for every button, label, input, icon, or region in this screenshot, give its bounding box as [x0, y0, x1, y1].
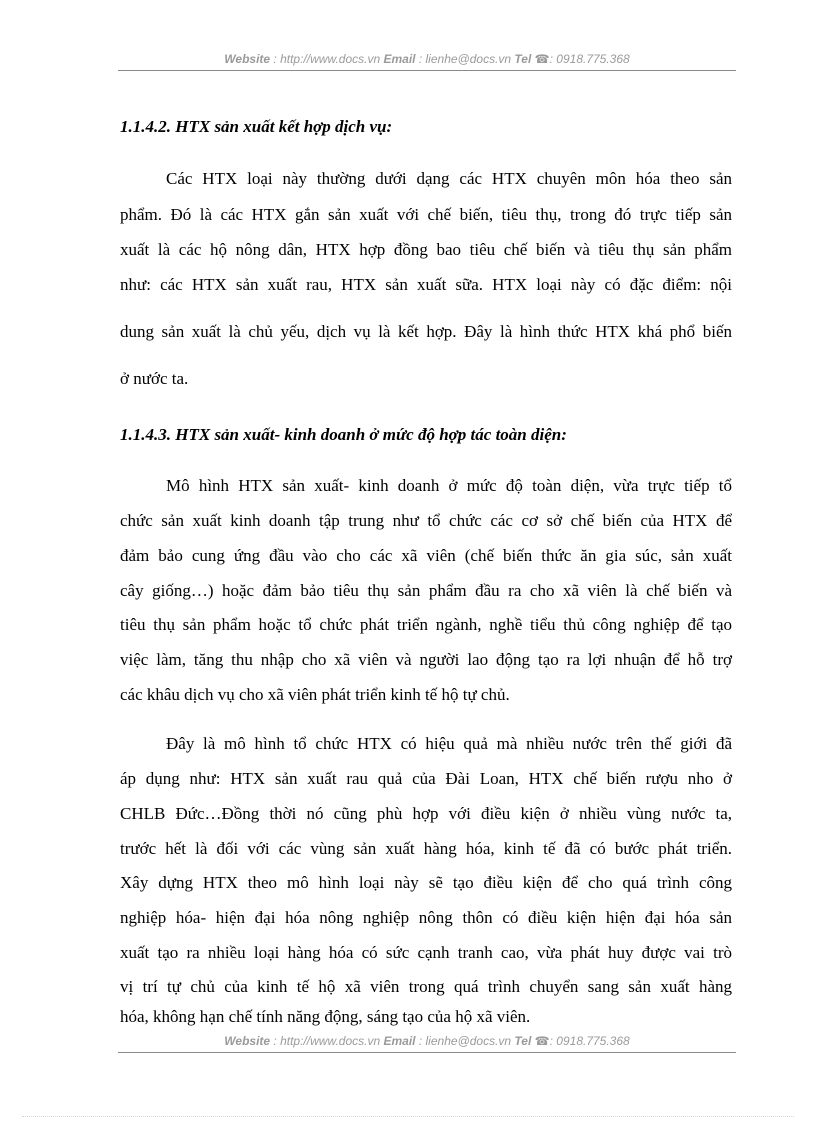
header-tel-value: : 0918.775.368 — [549, 52, 630, 66]
paragraph-line: hóa, không hạn chế tính năng động, sáng tạo của hộ xã viên. — [120, 1007, 531, 1026]
paragraph-line: tiêu thụ sản phẩm hoặc tổ chức phát triển ngành, nghề tiểu thủ công nghiệp để tạo — [120, 615, 732, 634]
phone-icon: ☎ — [534, 1034, 550, 1048]
paragraph-line: áp dụng như: HTX sản xuất rau quả của Đài Loan, HTX chế biến rượu nho ở — [120, 769, 732, 788]
section-heading-1-1-4-2: 1.1.4.2. HTX sản xuất kết hợp dịch vụ: — [120, 117, 393, 136]
section-heading-1-1-4-3: 1.1.4.3. HTX sản xuất- kinh doanh ở mức độ hợp tác toàn diện: — [120, 425, 567, 444]
paragraph-line: đảm bảo cung ứng đầu vào cho các xã viên (chế biến thức ăn gia súc, sản xuất — [120, 546, 732, 565]
paragraph-line: cây giống…) hoặc đảm bảo tiêu thụ sản phẩm đầu ra cho xã viên là chế biến và — [120, 581, 732, 600]
page-footer — [118, 1034, 736, 1048]
paragraph-line: phẩm. Đó là các HTX gắn sản xuất với chế biến, tiêu thụ, trong đó trực tiếp sản — [120, 205, 732, 224]
phone-icon: ☎ — [534, 52, 550, 66]
paragraph-line: CHLB Đức…Đồng thời nó cũng phù hợp với điều kiện ở nhiều vùng nước ta, — [120, 804, 732, 823]
paragraph-line: Mô hình HTX sản xuất- kinh doanh ở mức độ toàn diện, vừa trực tiếp tổ — [166, 476, 732, 495]
paragraph-line: dung sản xuất là chủ yếu, dịch vụ là kết hợp. Đây là hình thức HTX khá phổ biến — [120, 322, 732, 341]
paragraph-line: chức sản xuất kinh doanh tập trung như tổ chức các cơ sở chế biến của HTX để — [120, 511, 732, 530]
paragraph-line: nghiệp hóa- hiện đại hóa nông nghiệp nông thôn có điều kiện hiện đại hóa sản — [120, 908, 732, 927]
footer-rule — [118, 1052, 736, 1053]
paragraph-line: việc làm, tăng thu nhập cho xã viên và người lao động tạo ra lợi nhuận để hỗ trợ — [120, 650, 732, 669]
paragraph-line: trước hết là đối với các vùng sản xuất hàng hóa, kinh tế đã có bước phát triển. — [120, 839, 732, 858]
paragraph-line: các khâu dịch vụ cho xã viên phát triển kinh tế hộ tự chủ. — [120, 685, 510, 704]
paragraph-line: Các HTX loại này thường dưới dạng các HTX chuyên môn hóa theo sản — [166, 169, 732, 188]
footer-tel-value: : 0918.775.368 — [549, 1034, 630, 1048]
header-tel-label: Tel — [514, 52, 532, 66]
footer-email-label: Email — [383, 1034, 416, 1048]
paragraph-line: xuất tạo ra nhiều loại hàng hóa có sức cạnh tranh cao, vừa phát huy được vai trò — [120, 943, 732, 962]
paragraph-line: xuất là các hộ nông dân, HTX hợp đồng bao tiêu chế biến và tiêu thụ sản phẩm — [120, 240, 732, 259]
page-header — [118, 52, 736, 66]
header-website-label: Website — [224, 52, 271, 66]
paragraph-line: Đây là mô hình tổ chức HTX có hiệu quả mà nhiều nước trên thế giới đã — [166, 734, 732, 753]
header-website-link[interactable]: : http://www.docs.vn — [273, 52, 381, 66]
page-bottom-dotted-border — [22, 1116, 794, 1117]
header-rule — [118, 70, 736, 71]
footer-website-label: Website — [224, 1034, 271, 1048]
paragraph-line: như: các HTX sản xuất rau, HTX sản xuất sữa. HTX loại này có đặc điểm: nội — [120, 275, 732, 294]
footer-tel-label: Tel — [514, 1034, 532, 1048]
paragraph-line: Xây dựng HTX theo mô hình loại này sẽ tạo điều kiện để cho quá trình công — [120, 873, 732, 892]
footer-website-link[interactable]: : http://www.docs.vn — [273, 1034, 381, 1048]
paragraph-line: ở nước ta. — [120, 369, 189, 388]
footer-email-link[interactable]: : lienhe@docs.vn — [418, 1034, 512, 1048]
header-email-link[interactable]: : lienhe@docs.vn — [418, 52, 512, 66]
paragraph-line: vị trí tự chủ của kinh tế hộ xã viên trong quá trình chuyển sang sản xuất hàng — [120, 977, 732, 996]
header-email-label: Email — [383, 52, 416, 66]
